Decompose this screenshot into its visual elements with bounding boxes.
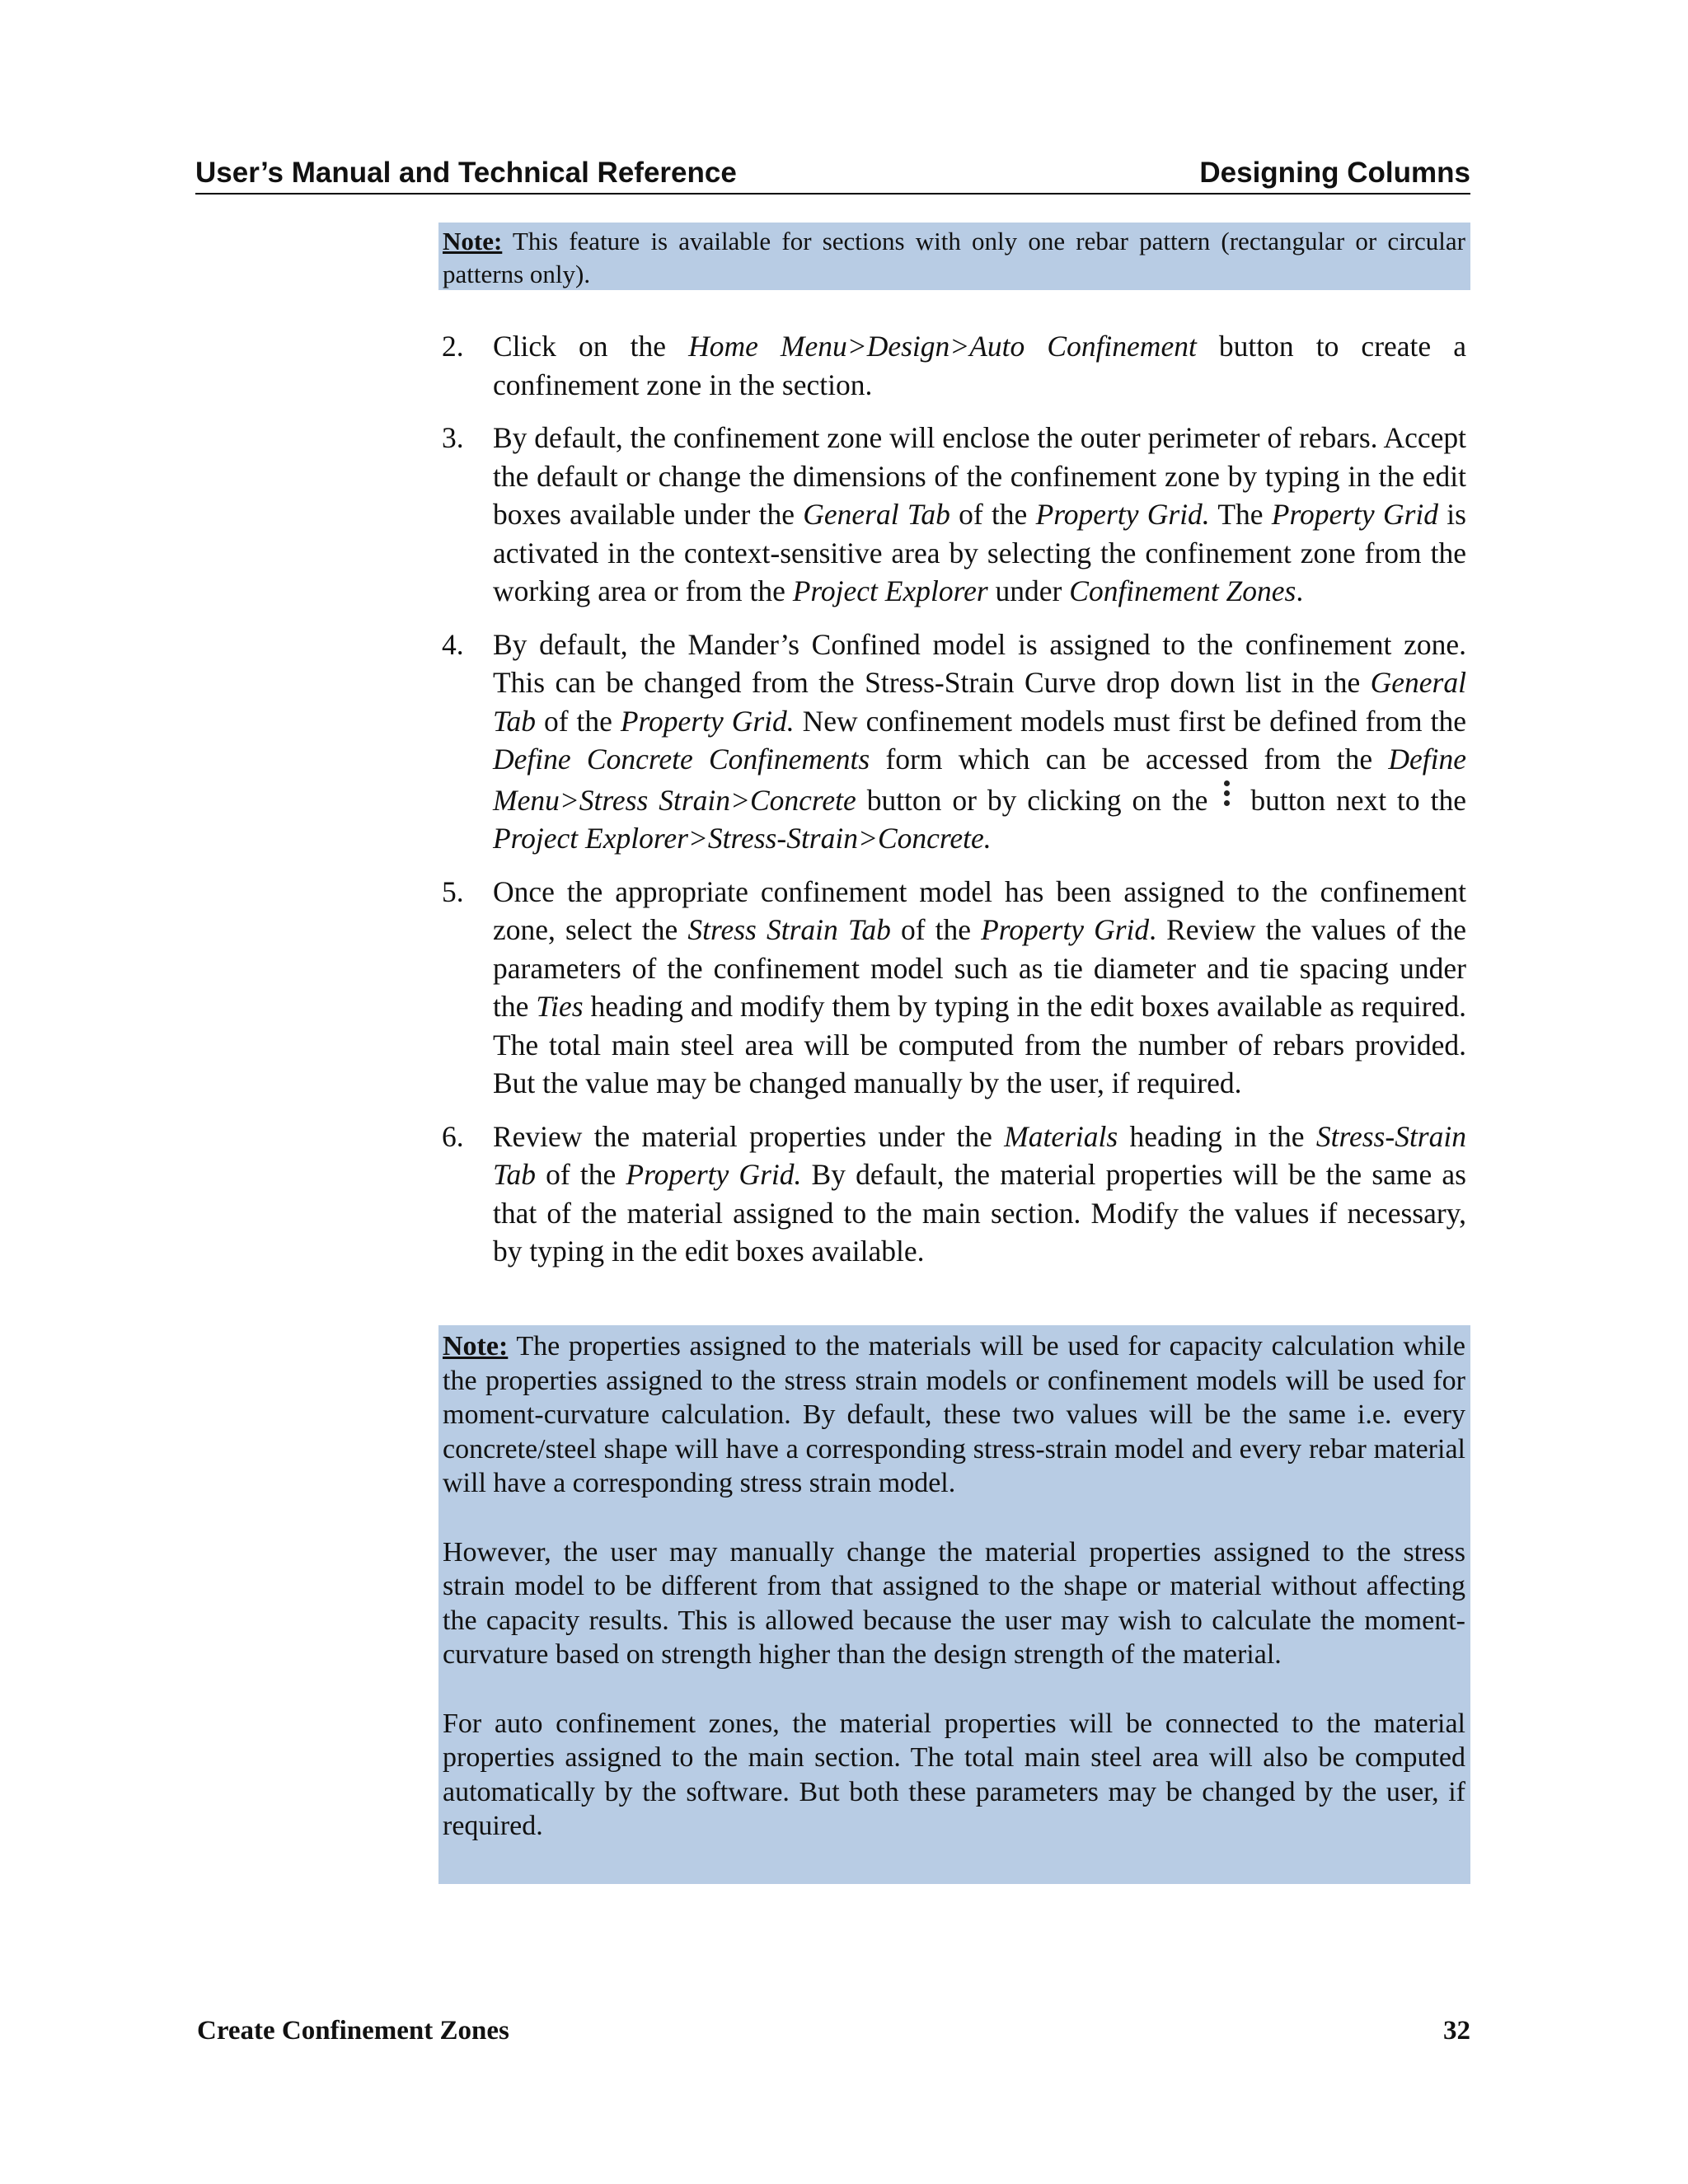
step-number: 4. (442, 627, 464, 661)
step-text: form which can be accessed from the (870, 743, 1389, 776)
step-text: of the (890, 913, 982, 946)
step-text: is activated in the context-sensitive area by selecting the confinement zone from the working area or from the (493, 498, 1466, 607)
step-text: of the (950, 498, 1036, 531)
list-item-step-2 (442, 327, 1466, 404)
note-paragraph-3: For auto confinement zones, the material properties will be connected to the material properties assigned to the main section. The total main steel area will also be computed automatically by the software. But both these parameters may be changed by the user, if required. (443, 1708, 1465, 1841)
step-text: Once the appropriate confinement model has been assigned to the confinement zone, select the (493, 874, 1466, 946)
steps-list (442, 327, 1466, 1286)
list-item-step-4 (442, 626, 1466, 858)
step-number: 5. (442, 874, 464, 908)
list-item-step-3 (442, 419, 1466, 611)
step-text: . Review the values of the parameters of the confinement model such as tie diameter and tie spacing under the (493, 913, 1466, 1023)
ui-reference: Property Grid. (626, 1158, 802, 1191)
step-number: 2. (442, 330, 464, 363)
step-text: By default, the material properties will be the same as that of the material assigned to the main section. Modify the values if necessary, by typing in the edit boxes available. (493, 1158, 1466, 1268)
step-text: button to create a confinement zone in the section. (493, 330, 1466, 401)
ui-reference: Project Explorer (792, 574, 988, 607)
menu-path: Home Menu>Design>Auto Confinement (688, 330, 1197, 363)
step-text: By default, the Mander’s Confined model is assigned to the confinement zone. This can be changed from the Stress-Strain Curve drop down list in the (493, 627, 1466, 699)
header-manual-title: User’s Manual and Technical Reference (195, 157, 737, 189)
step-text: Click on the (493, 330, 689, 363)
list-item-step-5 (442, 873, 1466, 1103)
ui-reference: Define Concrete Confinements (493, 743, 870, 776)
menu-path: Define Menu>Stress Strain>Concrete (493, 743, 1467, 817)
step-text: of the (536, 704, 621, 738)
note-text: The properties assigned to the materials will be used for capacity calculation while the properties assigned to the stress strain models or confinement models will be used for moment-curvature calculation. By default, these two values will be the same i.e. every concrete/steel shape will have a corresponding stress-strain model and every rebar material will have a corresponding stress strain model. (443, 1331, 1465, 1498)
vertical-ellipsis-icon (1216, 779, 1237, 812)
step-text: heading and modify them by typing in the edit boxes available as required. The total main steel area will be computed from the number of rebars provided. But the value may be changed manually by the user, if required. (493, 990, 1466, 1099)
ui-reference: Stress-Strain Tab (493, 1119, 1466, 1191)
ui-reference: Materials (1004, 1119, 1118, 1153)
note-label: Note: (443, 1331, 509, 1361)
ui-reference: General Tab (493, 666, 1466, 738)
step-text: under (987, 574, 1070, 607)
page-header (195, 157, 1470, 194)
step-text: The (1209, 498, 1272, 531)
step-text: Review the material properties under the (493, 1119, 1005, 1153)
ui-reference: Stress Strain Tab (687, 913, 891, 946)
note-text: This feature is available for sections with only one rebar pattern (rectangular or circular patterns only). (443, 227, 1465, 288)
step-text: By default, the confinement zone will enclose the outer perimeter of rebars. Accept the default or change the dimensions of the confinement zone by typing in the edit boxes available under the (493, 421, 1466, 531)
ui-reference: General Tab (803, 498, 950, 531)
ui-reference: Property Grid. (620, 704, 795, 738)
step-text: New confinement models must first be defined from the (794, 704, 1466, 738)
list-item-step-6 (442, 1118, 1466, 1271)
footer-section-title: Create Confinement Zones (197, 2016, 509, 2046)
note-box-material-properties (438, 1325, 1470, 1884)
ui-reference: Property Grid. (1035, 498, 1210, 531)
step-text: button next to the (1250, 783, 1466, 817)
header-chapter-title: Designing Columns (1199, 157, 1470, 189)
ui-reference: Property Grid (1271, 498, 1439, 531)
step-number: 3. (442, 421, 464, 454)
ui-reference: Ties (536, 990, 584, 1023)
note-paragraph-2: However, the user may manually change the material properties assigned to the stress strain model to be different from that assigned to the shape or material without affecting the capacity results. This is allowed because the user may wish to calculate the moment-curvature based on strength higher than the design strength of the material. (443, 1536, 1465, 1670)
step-number: 6. (442, 1119, 464, 1153)
step-text: heading in the (1118, 1119, 1316, 1153)
ui-reference: Project Explorer>Stress-Strain>Concrete. (493, 822, 992, 855)
step-text: . (1296, 574, 1304, 607)
ui-reference: Confinement Zones (1069, 574, 1296, 607)
step-text: of the (536, 1158, 626, 1191)
ui-reference: Property Grid (981, 913, 1150, 946)
page-number: 32 (1443, 2016, 1470, 2046)
note-box-rebar-pattern (438, 223, 1470, 290)
step-text: button or by clicking on the (856, 783, 1208, 817)
note-paragraph-1 (443, 1329, 1465, 1501)
note-label: Note: (443, 227, 503, 255)
